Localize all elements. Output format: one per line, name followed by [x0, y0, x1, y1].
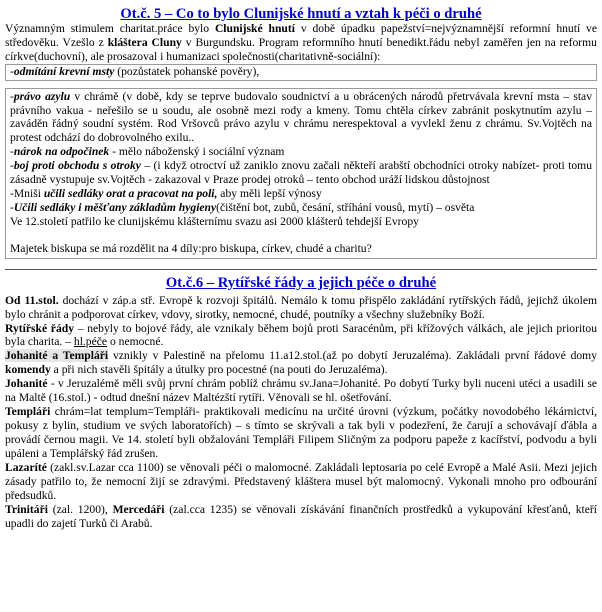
text-run: – (i když otroctví už zaniklo znovu začali někteří arabští obchodníci otroky nabízet- proti tomu zásadně vystupuje sv.Vojtěch - zakazoval v Praze prodej otroků – tento obchod uráží lidskou důstojnost — [10, 159, 593, 187]
section6-paragraph-johanite — [5, 377, 597, 405]
bold-italic-term: učili sedláky orat a pracovat na poli, — [43, 186, 218, 200]
list-item-kladstery: Ve 12.století patřilo ke clunijskému klášternímu svazu asi 2000 klášterů tehdejší Evropy — [10, 214, 419, 228]
bold-term: Mercedáři — [112, 502, 165, 516]
bold-term: komendy — [5, 363, 51, 377]
section5-title: – Co to bylo Clunijské hnutí a vztah k péči o druhé — [161, 6, 482, 22]
text-run: (zal.cca 1235) se věnovali získávání finančních prostředků a vykupování křesťanů, kteří upadli do zajetí Turků či Arabů. — [5, 502, 597, 530]
section6-paragraph-trinitari — [5, 503, 597, 531]
section5-msta-line — [10, 65, 592, 79]
text-run: v chrámě (v době, kdy se teprve budovalo soudnictví a u obrácených národů přetrvávala krevní msta – stav právního vakua - neřešilo se u soudu, ale osobně mezi rody a kmeny. Tomu chtěla církev zabránit poskytnutím azylu – zaváděn řádný soudní systém. Rod Vršovců právo azylu v chrámu nerespektoval a vyvlekl ženu z chrámu. Sv.Vojtěch na protest odchází do dobrovolného exilu.. — [10, 89, 592, 145]
section5-number: Ot.č. 5 — [120, 6, 162, 22]
text-run: -Mniši — [10, 186, 44, 200]
text-run: chrám=lat templum=Templáři- praktikovali medicínu na určité úrovni (výzkum, počátky novodobého lékárnictví, pokusy z bylin, studium ve svých laboratořích) – s tímto se skrývali a tak byli v podezření, že čarují a schovávají ďábla a provádí černou magii. Ve 14. století byli obžalováni Templáři Filipem Sličným za podporu papeže z kacířství, podvodu a byli upáleni a Templářský řád zrušen. — [5, 405, 597, 461]
section6-number: Ot.č.6 — [165, 274, 204, 291]
list-item-hygiena — [10, 201, 592, 215]
section5-box-msta — [5, 64, 597, 81]
question-majetek: Majetek biskupa se má rozdělit na 4 díly:pro biskupa, církev, chudé a charitu? — [10, 241, 372, 255]
text-run: a při nich stavěli špitály a útulky pro pocestné (na pouti do Jeruzaléma). — [50, 363, 388, 377]
text-run: Významným stimulem charitat.práce bylo — [5, 22, 215, 35]
section5-box-list — [5, 88, 597, 259]
text-run: - — [10, 89, 14, 103]
text-run: - v Jeruzalémě měli svůj první chrám poblíž chrámu sv.Jana=Johanité. Po dobytí Turky byli nuceni utéci a usadili se na Maltě (16.stol.) - odtud dnešní název Maltézští rytíři. Věnovali se hl. ošetřování. — [5, 377, 597, 405]
text-run: - mělo náboženský i sociální význam — [109, 145, 285, 159]
section5-intro-paragraph — [5, 22, 597, 64]
text-run: (pozůstatek pohanské pověry), — [114, 64, 260, 78]
bold-term: Johanité a Templáři — [5, 349, 109, 363]
bold-italic-term: nárok na odpočinek — [13, 145, 110, 159]
text-run: - — [10, 159, 14, 173]
bold-term: Trinitáři — [5, 502, 48, 516]
bold-term: Lazaríté — [5, 461, 47, 475]
bold-term: Od 11.stol. — [5, 293, 59, 307]
bold-italic-term: právo azylu — [13, 89, 71, 103]
section6-paragraph-lazarite — [5, 461, 597, 503]
section6-heading — [5, 275, 597, 291]
text-run: vznikly v Palestině na přelomu 11.a12.stol.(až po dobytí Jeruzaléma). Zakládali první řádové domy — [108, 349, 597, 363]
bold-italic-term: odmítání krevní msty — [13, 64, 115, 78]
text-run: - — [10, 64, 14, 78]
bold-term: Rytířské řády — [5, 321, 74, 335]
text-run: dochází v záp.a stř. Evropě k rozvoji špitálů. Nemálo k tomu přispělo zakládání rytířských řádů, jejichž úkolem bylo chránit a podporovat církev, vdovy, sirotky, nemocné, chudé, poutníky a všechny služebníky Boží. — [5, 293, 597, 321]
list-item-orat — [10, 187, 592, 201]
bold-italic-term: Učili sedláky i měšťany základům hygieny — [13, 200, 217, 214]
bold-term: Templáři — [5, 405, 51, 419]
bold-term: kláštera Cluny — [107, 35, 182, 49]
section6-title: – Rytířské řády a jejich péče o druhé — [203, 274, 437, 291]
section6-paragraph-radove — [5, 322, 597, 350]
text-run: (zal. 1200), — [47, 502, 113, 516]
section6-body — [5, 294, 597, 531]
list-item-otroci — [10, 159, 592, 187]
bold-term: Johanité — [5, 377, 48, 391]
text-run: – nebyly to bojové řády, ale vznikaly během bojů proti Saracénům, při křížových válkách, ale jejich prioritou byla charita. – — [5, 321, 597, 349]
text-run: v době úpadku papežství=nejvýznamnější reformní hnutí ve středověku. Vzešlo z — [5, 22, 597, 49]
text-run: - — [10, 200, 14, 214]
text-run: (čištění bot, zubů, česání, stříhání vousů, mytí) – osvěta — [216, 200, 475, 214]
bold-term: Clunijské hnutí — [214, 22, 295, 35]
text-run: aby měli lepší výnosy — [217, 186, 322, 200]
text-run: (zakl.sv.Lazar cca 1100) se věnovali péči o malomocné. Zakládali leptosaria po celé Evropě a Malé Asii. Mezi jejich zásady patřilo to, že nemocní žijí se zdravými. Představený kláštera musel být malomocný. Vykonali mnoho pro odbourání předsudků. — [5, 461, 597, 502]
underlined-term: hl.péče — [73, 335, 108, 349]
text-run: - — [10, 145, 14, 159]
section6-paragraph-spitaly — [5, 294, 597, 322]
bold-italic-term: boj proti obchodu s otroky — [13, 159, 141, 173]
text-run: v Burgundsku. Program reformního hnutí benedikt.řádu nebyl zaměřen jen na reformu církve(duchovní), ale prosazoval i humanizaci společnosti(charitativně-sociální): — [5, 35, 597, 63]
section-divider — [5, 269, 597, 270]
list-item-azyl — [10, 90, 592, 146]
section6-paragraph-templari — [5, 405, 597, 461]
section6-paragraph-johanite-templari — [5, 349, 597, 377]
list-item-odpocinek — [10, 145, 592, 159]
text-run: o nemocné. — [107, 335, 164, 349]
section5-heading — [5, 6, 597, 22]
